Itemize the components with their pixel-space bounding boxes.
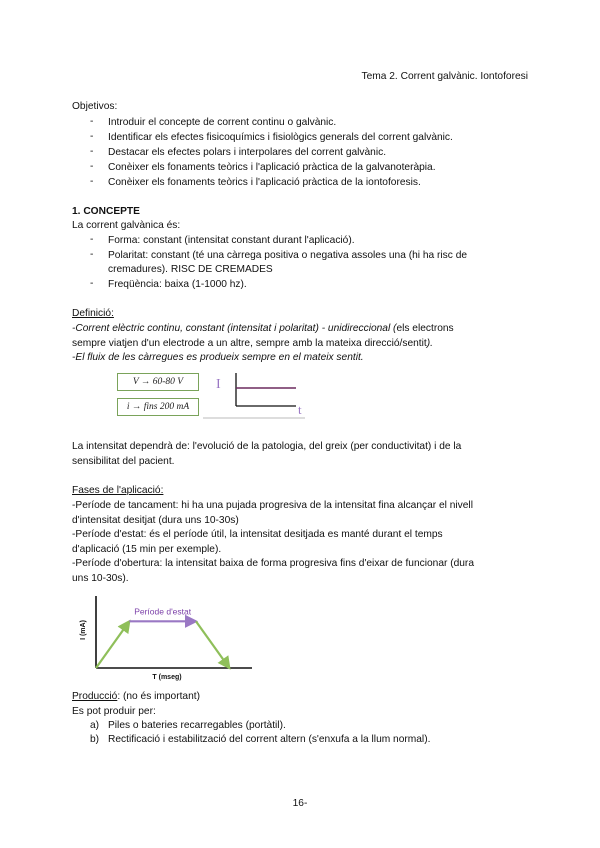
definition-line-1 xyxy=(72,322,454,336)
objectives-heading: Objetivos: xyxy=(72,101,118,112)
list-bullet: - xyxy=(90,234,94,245)
list-bullet: - xyxy=(90,278,94,289)
page-number: 16- xyxy=(292,798,308,809)
section-heading-concepte: 1. CONCEPTE xyxy=(72,206,140,217)
phases-chart xyxy=(78,592,268,688)
ramp-up-segment xyxy=(96,621,129,668)
chart-x-label: T (mseg) xyxy=(152,674,182,681)
list-bullet: - xyxy=(90,161,94,172)
list-item: Introduir el concepte de corrent continu o galvànic. xyxy=(108,117,337,128)
production-heading-line xyxy=(72,690,200,704)
list-bullet: - xyxy=(90,146,94,157)
list-item: Forma: constant (intensitat constant durant l'aplicació). xyxy=(108,235,355,246)
chart-y-label: I (mA) xyxy=(80,620,87,640)
definition-italic-text: ). xyxy=(426,338,433,349)
list-item: Rectificació i estabilització del corrent altern (s'enxufa a la llum normal). xyxy=(108,734,431,745)
definition-italic-text: -Corrent elèctric continu, constant (intensitat i polaritat) - unidireccional ( xyxy=(72,323,397,334)
phase-paragraph-line: -Període d'obertura: la intensitat baixa de forma progresiva fins d'eixar de funcionar (dura xyxy=(72,558,474,569)
chart-title: Període d'estat xyxy=(134,606,192,617)
intensity-line-2: sensibilitat del pacient. xyxy=(72,456,175,467)
list-marker: a) xyxy=(90,720,100,731)
definition-line-2 xyxy=(72,337,433,351)
voltage-box: V → 60-80 V xyxy=(117,373,199,391)
y-axis-mark: I xyxy=(216,377,221,392)
list-item-continuation: cremadures). RISC DE CREMADES xyxy=(108,264,273,275)
definition-normal-text: els electrons xyxy=(396,323,454,334)
intensity-line-1: La intensitat dependrà de: l'evolució de la patologia, del greix (per conductivitat) i de la xyxy=(72,441,462,452)
production-heading: Producció xyxy=(72,691,118,702)
chart-series-intensitat xyxy=(96,621,229,668)
list-item: Conèixer els fonaments teòrics i l'aplicació pràctica de la iontoforesis. xyxy=(108,177,421,188)
constant-current-graph xyxy=(200,368,310,424)
phase-paragraph-line: d'aplicació (15 min per exemple). xyxy=(72,544,222,555)
list-item: Polaritat: constant (té una càrrega positiva o negativa assoles una (hi ha risc de xyxy=(108,250,468,261)
list-marker: b) xyxy=(90,734,100,745)
definition-line-3: -El fluix de les càrregues es produeix sempre en el mateix sentit. xyxy=(72,352,364,363)
concept-intro: La corrent galvànica és: xyxy=(72,220,181,231)
phase-paragraph-line: uns 10-30s). xyxy=(72,573,129,584)
phase-paragraph-line: -Període de tancament: hi ha una pujada progresiva de la intensitat fina alcançar el nivell xyxy=(72,500,473,511)
list-bullet: - xyxy=(90,116,94,127)
list-item: Identificar els efectes fisicoquímics i fisiològics generals del corrent galvànic. xyxy=(108,132,453,143)
list-bullet: - xyxy=(90,176,94,187)
current-box: i → fins 200 mA xyxy=(117,398,199,416)
phases-heading: Fases de l'aplicació: xyxy=(72,485,164,496)
list-item: Conèixer els fonaments teòrics i l'aplicació pràctica de la galvanoteràpia. xyxy=(108,162,436,173)
definition-normal-text: sempre viatjen d'un electrode a un altre, sempre amb la mateixa direcció/sentit xyxy=(72,338,427,349)
production-note: : (no és important) xyxy=(117,691,200,702)
phase-paragraph-line: d'intensitat desitjat (dura uns 10-30s) xyxy=(72,515,239,526)
list-item: Destacar els efectes polars i interpolares del corrent galvànic. xyxy=(108,147,387,158)
phase-paragraph-line: -Període d'estat: és el període útil, la intensitat desitjada es manté durant el temps xyxy=(72,529,443,540)
list-bullet: - xyxy=(90,249,94,260)
x-axis-mark: t xyxy=(298,402,302,417)
ramp-down-segment xyxy=(196,621,229,668)
page-header-title: Tema 2. Corrent galvànic. Iontoforesi xyxy=(361,71,528,82)
definition-heading: Definició: xyxy=(72,308,114,319)
list-item: Freqüència: baixa (1-1000 hz). xyxy=(108,279,247,290)
list-item: Piles o bateries recarregables (portàtil). xyxy=(108,720,286,731)
list-bullet: - xyxy=(90,131,94,142)
production-intro: Es pot produir per: xyxy=(72,706,156,717)
